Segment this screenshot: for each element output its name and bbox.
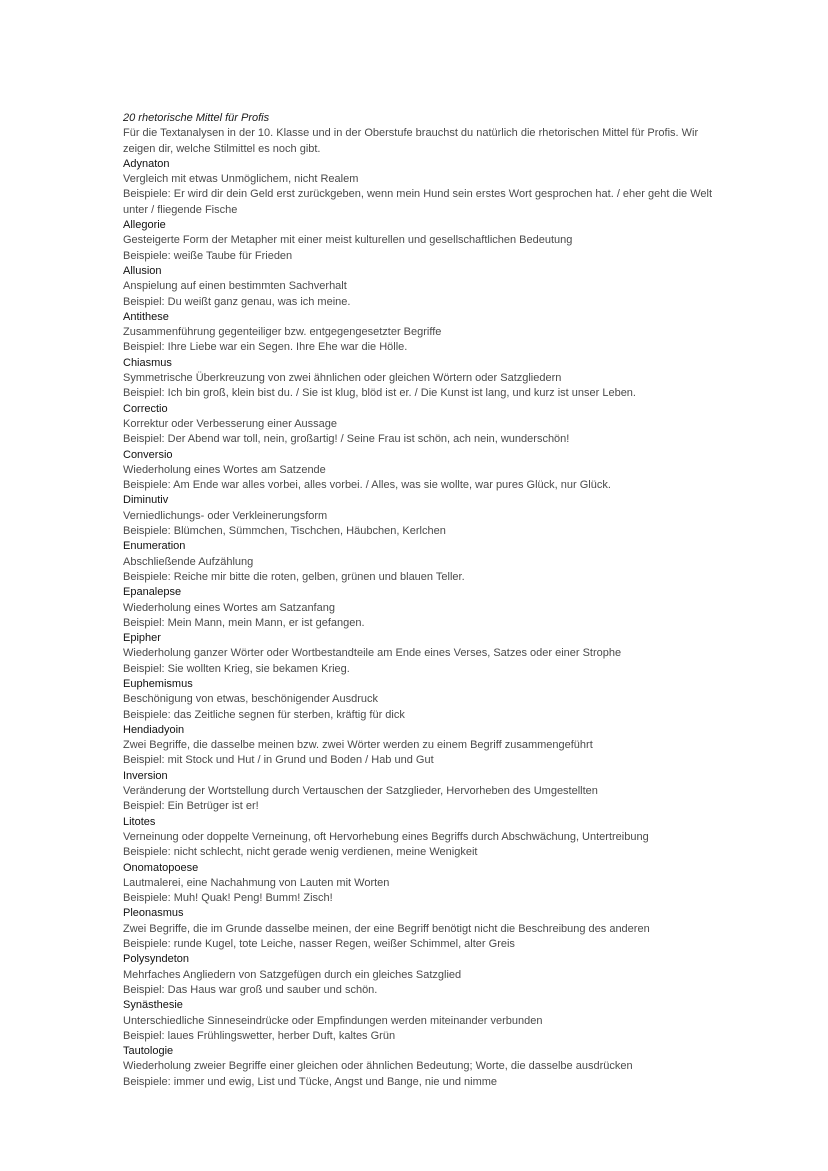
term-entry [123, 952, 723, 998]
term-example: Beispiel: Das Haus war groß und sauber und schön. [123, 983, 378, 996]
term-definition: Unterschiedliche Sinneseindrücke oder Empfindungen werden miteinander verbunden [123, 1014, 543, 1027]
term-name: Allusion [123, 264, 162, 277]
term-entry [123, 264, 723, 310]
term-entry [123, 585, 723, 631]
term-definition: Lautmalerei, eine Nachahmung von Lauten mit Worten [123, 876, 390, 889]
term-definition: Symmetrische Überkreuzung von zwei ähnlichen oder gleichen Wörtern oder Satzgliedern [123, 372, 562, 385]
term-example: Beispiel: Mein Mann, mein Mann, er ist gefangen. [123, 616, 365, 629]
term-definition: Anspielung auf einen bestimmten Sachverhalt [123, 280, 347, 293]
term-name: Correctio [123, 402, 168, 415]
term-name: Allegorie [123, 219, 166, 232]
term-entry [123, 356, 723, 402]
term-definition: Wiederholung eines Wortes am Satzende [123, 463, 326, 476]
term-example: Beispiele: das Zeitliche segnen für sterben, kräftig für dick [123, 708, 405, 721]
term-entry [123, 310, 723, 356]
term-name: Enumeration [123, 540, 186, 553]
term-name: Epipher [123, 632, 161, 645]
term-example: Beispiele: nicht schlecht, nicht gerade wenig verdienen, meine Wenigkeit [123, 846, 478, 859]
term-example: Beispiele: Muh! Quak! Peng! Bumm! Zisch! [123, 892, 333, 905]
term-example: Beispiel: Ich bin groß, klein bist du. / Sie ist klug, blöd ist er. / Die Kunst ist lang, und kurz ist unser Leben. [123, 387, 636, 400]
term-example: Beispiel: mit Stock und Hut / in Grund und Boden / Hab und Gut [123, 754, 434, 767]
term-example: Beispiel: Du weißt ganz genau, was ich meine. [123, 295, 351, 308]
term-name: Litotes [123, 815, 156, 828]
term-definition: Zwei Begriffe, die dasselbe meinen bzw. zwei Wörter werden zu einem Begriff zusammengeführt [123, 739, 593, 752]
term-name: Conversio [123, 448, 173, 461]
term-example: Beispiel: Sie wollten Krieg, sie bekamen Krieg. [123, 662, 350, 675]
term-entry [123, 539, 723, 585]
term-name: Adynaton [123, 157, 170, 170]
term-example: Beispiele: immer und ewig, List und Tücke, Angst und Bange, nie und nimme [123, 1075, 498, 1088]
term-name: Onomatopoese [123, 861, 199, 874]
term-name: Antithese [123, 310, 169, 323]
term-definition: Korrektur oder Verbesserung einer Aussage [123, 417, 338, 430]
term-example: Beispiele: Blümchen, Sümmchen, Tischchen, Häubchen, Kerlchen [123, 525, 446, 538]
term-example: Beispiele: weiße Taube für Frieden [123, 249, 293, 262]
term-definition: Wiederholung zweier Begriffe einer gleichen oder ähnlichen Bedeutung; Worte, die dasselbe ausdrücken [123, 1060, 633, 1073]
term-example: Beispiele: Am Ende war alles vorbei, alles vorbei. / Alles, was sie wollte, war pures Glück, nur Glück. [123, 479, 611, 492]
document-title: 20 rhetorische Mittel für Profis [123, 112, 270, 124]
term-example: Beispiel: Der Abend war toll, nein, großartig! / Seine Frau ist schön, ach nein, wunderschön! [123, 433, 570, 446]
term-entry [123, 1044, 723, 1090]
term-name: Diminutiv [123, 494, 169, 507]
term-entry [123, 448, 723, 494]
term-example: Beispiel: laues Frühlingswetter, herber Duft, kaltes Grün [123, 1029, 396, 1042]
term-entry [123, 677, 723, 723]
document-page [123, 111, 723, 1090]
term-definition: Zwei Begriffe, die im Grunde dasselbe meinen, der eine Begriff benötigt nicht die Beschreibung des anderen [123, 922, 650, 935]
term-entry [123, 769, 723, 815]
term-name: Synästhesie [123, 999, 183, 1012]
document-intro: Für die Textanalysen in der 10. Klasse und in der Oberstufe brauchst du natürlich die rhetorischen Mittel für Profis. Wir zeigen dir, welche Stilmittel es noch gibt. [123, 127, 699, 155]
term-name: Epanalepse [123, 586, 182, 599]
term-name: Tautologie [123, 1045, 174, 1058]
term-example: Beispiel: Ihre Liebe war ein Segen. Ihre Ehe war die Hölle. [123, 341, 408, 354]
term-entry [123, 861, 723, 907]
term-name: Inversion [123, 769, 168, 782]
term-entry [123, 815, 723, 861]
term-entry [123, 218, 723, 264]
term-definition: Verneinung oder doppelte Verneinung, oft Hervorhebung eines Begriffs durch Abschwächung, Untertreibung [123, 830, 649, 843]
term-name: Hendiadyoin [123, 723, 185, 736]
term-entry [123, 157, 723, 218]
term-definition: Gesteigerte Form der Metapher mit einer meist kulturellen und gesellschaftlichen Bedeutung [123, 234, 573, 247]
term-entry [123, 402, 723, 448]
term-entry [123, 631, 723, 677]
term-definition: Beschönigung von etwas, beschönigender Ausdruck [123, 693, 379, 706]
term-entry [123, 906, 723, 952]
term-name: Pleonasmus [123, 907, 184, 920]
term-example: Beispiel: Ein Betrüger ist er! [123, 800, 259, 813]
term-definition: Zusammenführung gegenteiliger bzw. entgegengesetzter Begriffe [123, 326, 442, 339]
term-name: Polysyndeton [123, 953, 190, 966]
term-definition: Vergleich mit etwas Unmöglichem, nicht Realem [123, 173, 359, 186]
term-definition: Veränderung der Wortstellung durch Vertauschen der Satzglieder, Hervorheben des Umgestellten [123, 785, 598, 798]
term-example: Beispiele: Er wird dir dein Geld erst zurückgeben, wenn mein Hund sein erstes Wort gesprochen hat. / eher geht die Welt unter / fliegende Fische [123, 188, 713, 216]
term-list [123, 157, 723, 1090]
term-definition: Abschließende Aufzählung [123, 555, 254, 568]
term-definition: Wiederholung ganzer Wörter oder Wortbestandteile am Ende eines Verses, Satzes oder einer Strophe [123, 647, 622, 660]
term-entry [123, 493, 723, 539]
term-entry [123, 998, 723, 1044]
term-name: Chiasmus [123, 356, 172, 369]
term-definition: Verniedlichungs- oder Verkleinerungsform [123, 509, 328, 522]
term-definition: Wiederholung eines Wortes am Satzanfang [123, 601, 335, 614]
term-definition: Mehrfaches Angliedern von Satzgefügen durch ein gleiches Satzglied [123, 968, 462, 981]
term-example: Beispiele: runde Kugel, tote Leiche, nasser Regen, weißer Schimmel, alter Greis [123, 938, 515, 951]
term-name: Euphemismus [123, 677, 193, 690]
term-entry [123, 723, 723, 769]
term-example: Beispiele: Reiche mir bitte die roten, gelben, grünen und blauen Teller. [123, 570, 465, 583]
